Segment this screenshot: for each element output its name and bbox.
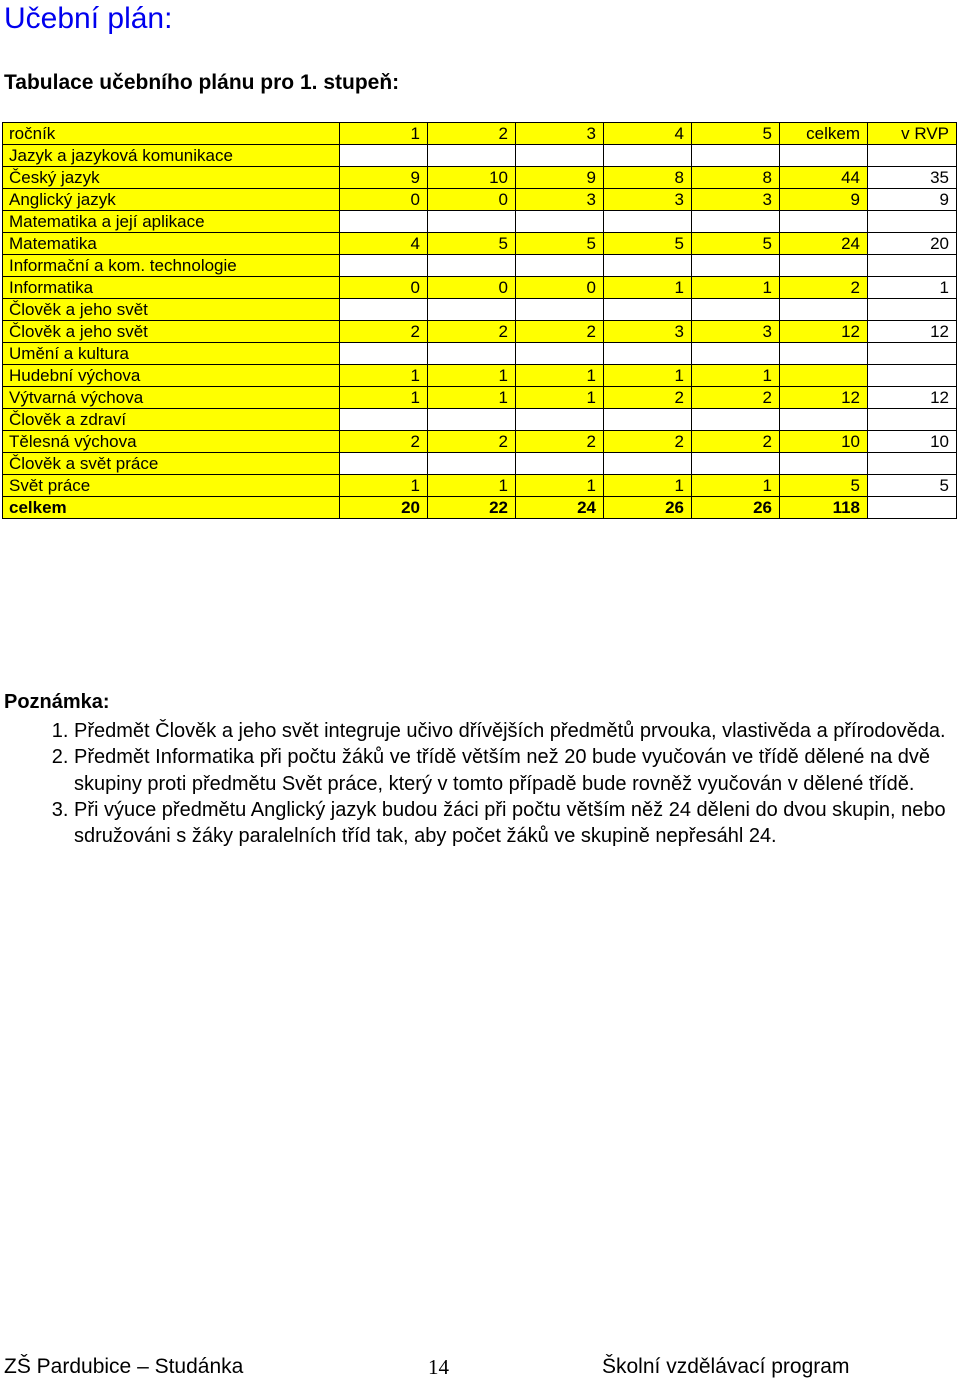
page-title: Učební plán: bbox=[4, 2, 173, 35]
value-cell: 9 bbox=[780, 189, 868, 211]
value-cell: 1 bbox=[692, 475, 780, 497]
value-cell: 1 bbox=[516, 387, 604, 409]
value-cell: 1 bbox=[516, 475, 604, 497]
value-cell: 4 bbox=[340, 233, 428, 255]
value-cell: 0 bbox=[340, 189, 428, 211]
value-cell: 1 bbox=[340, 387, 428, 409]
value-cell: 12 bbox=[868, 387, 957, 409]
page-number: 14 bbox=[428, 1355, 449, 1379]
value-cell bbox=[868, 453, 957, 475]
value-cell bbox=[428, 453, 516, 475]
value-cell: 2 bbox=[340, 431, 428, 453]
value-cell: 1 bbox=[692, 277, 780, 299]
subject-name-cell: Svět práce bbox=[3, 475, 340, 497]
value-cell: 3 bbox=[516, 189, 604, 211]
value-cell bbox=[868, 497, 957, 519]
subject-row bbox=[3, 189, 957, 211]
value-cell: 1 bbox=[692, 365, 780, 387]
subject-name-cell: Matematika bbox=[3, 233, 340, 255]
value-cell bbox=[692, 299, 780, 321]
value-cell bbox=[428, 343, 516, 365]
curriculum-table bbox=[2, 122, 957, 519]
subject-row bbox=[3, 321, 957, 343]
value-cell bbox=[780, 453, 868, 475]
area-name-cell: Člověk a svět práce bbox=[3, 453, 340, 475]
value-cell bbox=[692, 255, 780, 277]
area-row bbox=[3, 409, 957, 431]
value-cell: 2 bbox=[692, 431, 780, 453]
value-cell bbox=[780, 343, 868, 365]
value-cell bbox=[692, 211, 780, 233]
subject-row bbox=[3, 167, 957, 189]
value-cell: 9 bbox=[516, 167, 604, 189]
value-cell: 1 bbox=[428, 475, 516, 497]
value-cell bbox=[868, 299, 957, 321]
value-cell: 22 bbox=[428, 497, 516, 519]
value-cell bbox=[868, 255, 957, 277]
value-cell bbox=[516, 255, 604, 277]
subject-row bbox=[3, 365, 957, 387]
value-cell bbox=[604, 255, 692, 277]
value-cell: 1 bbox=[428, 387, 516, 409]
value-cell: 2 bbox=[604, 431, 692, 453]
header-cell: celkem bbox=[780, 123, 868, 145]
value-cell bbox=[340, 299, 428, 321]
subject-name-cell: Tělesná výchova bbox=[3, 431, 340, 453]
subject-name-cell: Hudební výchova bbox=[3, 365, 340, 387]
total-label-cell: celkem bbox=[3, 497, 340, 519]
table-header-row bbox=[3, 123, 957, 145]
value-cell: 118 bbox=[780, 497, 868, 519]
subject-name-cell: Výtvarná výchova bbox=[3, 387, 340, 409]
header-cell: 1 bbox=[340, 123, 428, 145]
value-cell bbox=[692, 409, 780, 431]
page-footer bbox=[4, 1355, 944, 1385]
value-cell: 9 bbox=[340, 167, 428, 189]
subject-row bbox=[3, 387, 957, 409]
value-cell: 3 bbox=[692, 189, 780, 211]
value-cell bbox=[868, 211, 957, 233]
value-cell: 20 bbox=[868, 233, 957, 255]
value-cell: 3 bbox=[604, 321, 692, 343]
value-cell bbox=[780, 255, 868, 277]
value-cell: 35 bbox=[868, 167, 957, 189]
value-cell: 2 bbox=[780, 277, 868, 299]
table-body bbox=[3, 145, 957, 519]
value-cell bbox=[780, 145, 868, 167]
note-item: 1. Předmět Člověk a jeho svět integruje učivo dřívějších předmětů prvouka, vlastivěda a přírodověda. bbox=[74, 718, 954, 744]
header-cell: v RVP bbox=[868, 123, 957, 145]
value-cell bbox=[868, 343, 957, 365]
value-cell bbox=[516, 409, 604, 431]
value-cell bbox=[692, 145, 780, 167]
value-cell: 5 bbox=[516, 233, 604, 255]
value-cell bbox=[340, 343, 428, 365]
area-name-cell: Matematika a její aplikace bbox=[3, 211, 340, 233]
value-cell: 5 bbox=[692, 233, 780, 255]
value-cell bbox=[780, 409, 868, 431]
value-cell: 0 bbox=[340, 277, 428, 299]
value-cell bbox=[428, 299, 516, 321]
value-cell bbox=[340, 211, 428, 233]
value-cell: 1 bbox=[340, 475, 428, 497]
value-cell bbox=[604, 145, 692, 167]
value-cell bbox=[692, 343, 780, 365]
value-cell: 1 bbox=[604, 475, 692, 497]
subject-name-cell: Český jazyk bbox=[3, 167, 340, 189]
area-name-cell: Člověk a zdraví bbox=[3, 409, 340, 431]
value-cell: 0 bbox=[516, 277, 604, 299]
subject-row bbox=[3, 233, 957, 255]
value-cell bbox=[604, 343, 692, 365]
value-cell bbox=[868, 145, 957, 167]
value-cell: 12 bbox=[868, 321, 957, 343]
subject-name-cell: Anglický jazyk bbox=[3, 189, 340, 211]
footer-document-title: Školní vzdělávací program bbox=[602, 1355, 850, 1378]
value-cell bbox=[604, 299, 692, 321]
area-name-cell: Umění a kultura bbox=[3, 343, 340, 365]
subject-row bbox=[3, 277, 957, 299]
value-cell bbox=[780, 365, 868, 387]
value-cell bbox=[340, 409, 428, 431]
value-cell: 2 bbox=[692, 387, 780, 409]
value-cell bbox=[428, 211, 516, 233]
value-cell: 1 bbox=[428, 365, 516, 387]
area-name-cell: Člověk a jeho svět bbox=[3, 299, 340, 321]
value-cell bbox=[340, 145, 428, 167]
area-row bbox=[3, 299, 957, 321]
value-cell: 26 bbox=[692, 497, 780, 519]
area-row bbox=[3, 453, 957, 475]
value-cell: 20 bbox=[340, 497, 428, 519]
value-cell: 0 bbox=[428, 189, 516, 211]
value-cell bbox=[516, 299, 604, 321]
value-cell: 1 bbox=[604, 277, 692, 299]
value-cell bbox=[428, 145, 516, 167]
footer-school: ZŠ Pardubice – Studánka bbox=[4, 1355, 244, 1378]
value-cell: 2 bbox=[516, 321, 604, 343]
area-row bbox=[3, 145, 957, 167]
value-cell bbox=[868, 409, 957, 431]
value-cell: 26 bbox=[604, 497, 692, 519]
value-cell bbox=[516, 343, 604, 365]
value-cell: 24 bbox=[780, 233, 868, 255]
header-cell: 5 bbox=[692, 123, 780, 145]
value-cell: 44 bbox=[780, 167, 868, 189]
value-cell: 1 bbox=[340, 365, 428, 387]
value-cell: 2 bbox=[516, 431, 604, 453]
table-caption: Tabulace učebního plánu pro 1. stupeň: bbox=[4, 71, 400, 94]
value-cell: 10 bbox=[428, 167, 516, 189]
value-cell bbox=[780, 299, 868, 321]
header-cell: ročník bbox=[3, 123, 340, 145]
value-cell: 2 bbox=[428, 431, 516, 453]
value-cell: 10 bbox=[780, 431, 868, 453]
value-cell: 5 bbox=[780, 475, 868, 497]
value-cell bbox=[604, 211, 692, 233]
value-cell bbox=[692, 453, 780, 475]
value-cell: 3 bbox=[604, 189, 692, 211]
area-row bbox=[3, 343, 957, 365]
subject-row bbox=[3, 431, 957, 453]
value-cell: 1 bbox=[868, 277, 957, 299]
value-cell: 24 bbox=[516, 497, 604, 519]
subject-row bbox=[3, 475, 957, 497]
total-row bbox=[3, 497, 957, 519]
notes-list bbox=[36, 718, 954, 849]
value-cell: 12 bbox=[780, 321, 868, 343]
value-cell: 9 bbox=[868, 189, 957, 211]
value-cell: 10 bbox=[868, 431, 957, 453]
value-cell bbox=[780, 211, 868, 233]
value-cell: 1 bbox=[516, 365, 604, 387]
value-cell: 3 bbox=[692, 321, 780, 343]
subject-name-cell: Člověk a jeho svět bbox=[3, 321, 340, 343]
value-cell: 2 bbox=[604, 387, 692, 409]
value-cell bbox=[604, 409, 692, 431]
value-cell: 1 bbox=[604, 365, 692, 387]
value-cell: 0 bbox=[428, 277, 516, 299]
notes-heading: Poznámka: bbox=[4, 691, 110, 713]
value-cell: 5 bbox=[428, 233, 516, 255]
header-cell: 3 bbox=[516, 123, 604, 145]
value-cell bbox=[604, 453, 692, 475]
area-name-cell: Informační a kom. technologie bbox=[3, 255, 340, 277]
note-item: 2. Předmět Informatika při počtu žáků ve třídě větším než 20 bude vyučován ve třídě dělené na dvě skupiny proti předmětu Svět práce, který v tomto případě bude rovněž vyučován v dělené třídě. bbox=[74, 744, 954, 797]
value-cell: 8 bbox=[604, 167, 692, 189]
value-cell: 8 bbox=[692, 167, 780, 189]
value-cell bbox=[340, 255, 428, 277]
area-row bbox=[3, 255, 957, 277]
header-cell: 4 bbox=[604, 123, 692, 145]
value-cell bbox=[516, 145, 604, 167]
value-cell bbox=[428, 409, 516, 431]
value-cell: 5 bbox=[868, 475, 957, 497]
value-cell: 2 bbox=[340, 321, 428, 343]
value-cell bbox=[516, 453, 604, 475]
value-cell bbox=[868, 365, 957, 387]
value-cell: 12 bbox=[780, 387, 868, 409]
value-cell bbox=[516, 211, 604, 233]
value-cell: 2 bbox=[428, 321, 516, 343]
subject-name-cell: Informatika bbox=[3, 277, 340, 299]
area-row bbox=[3, 211, 957, 233]
header-cell: 2 bbox=[428, 123, 516, 145]
area-name-cell: Jazyk a jazyková komunikace bbox=[3, 145, 340, 167]
value-cell bbox=[428, 255, 516, 277]
note-item: 3. Při výuce předmětu Anglický jazyk budou žáci při počtu větším něž 24 děleni do dvou skupin, nebo sdružováni s žáky paralelních tříd tak, aby počet žáků ve skupině nepřesáhl 24. bbox=[74, 797, 954, 850]
value-cell: 5 bbox=[604, 233, 692, 255]
value-cell bbox=[340, 453, 428, 475]
